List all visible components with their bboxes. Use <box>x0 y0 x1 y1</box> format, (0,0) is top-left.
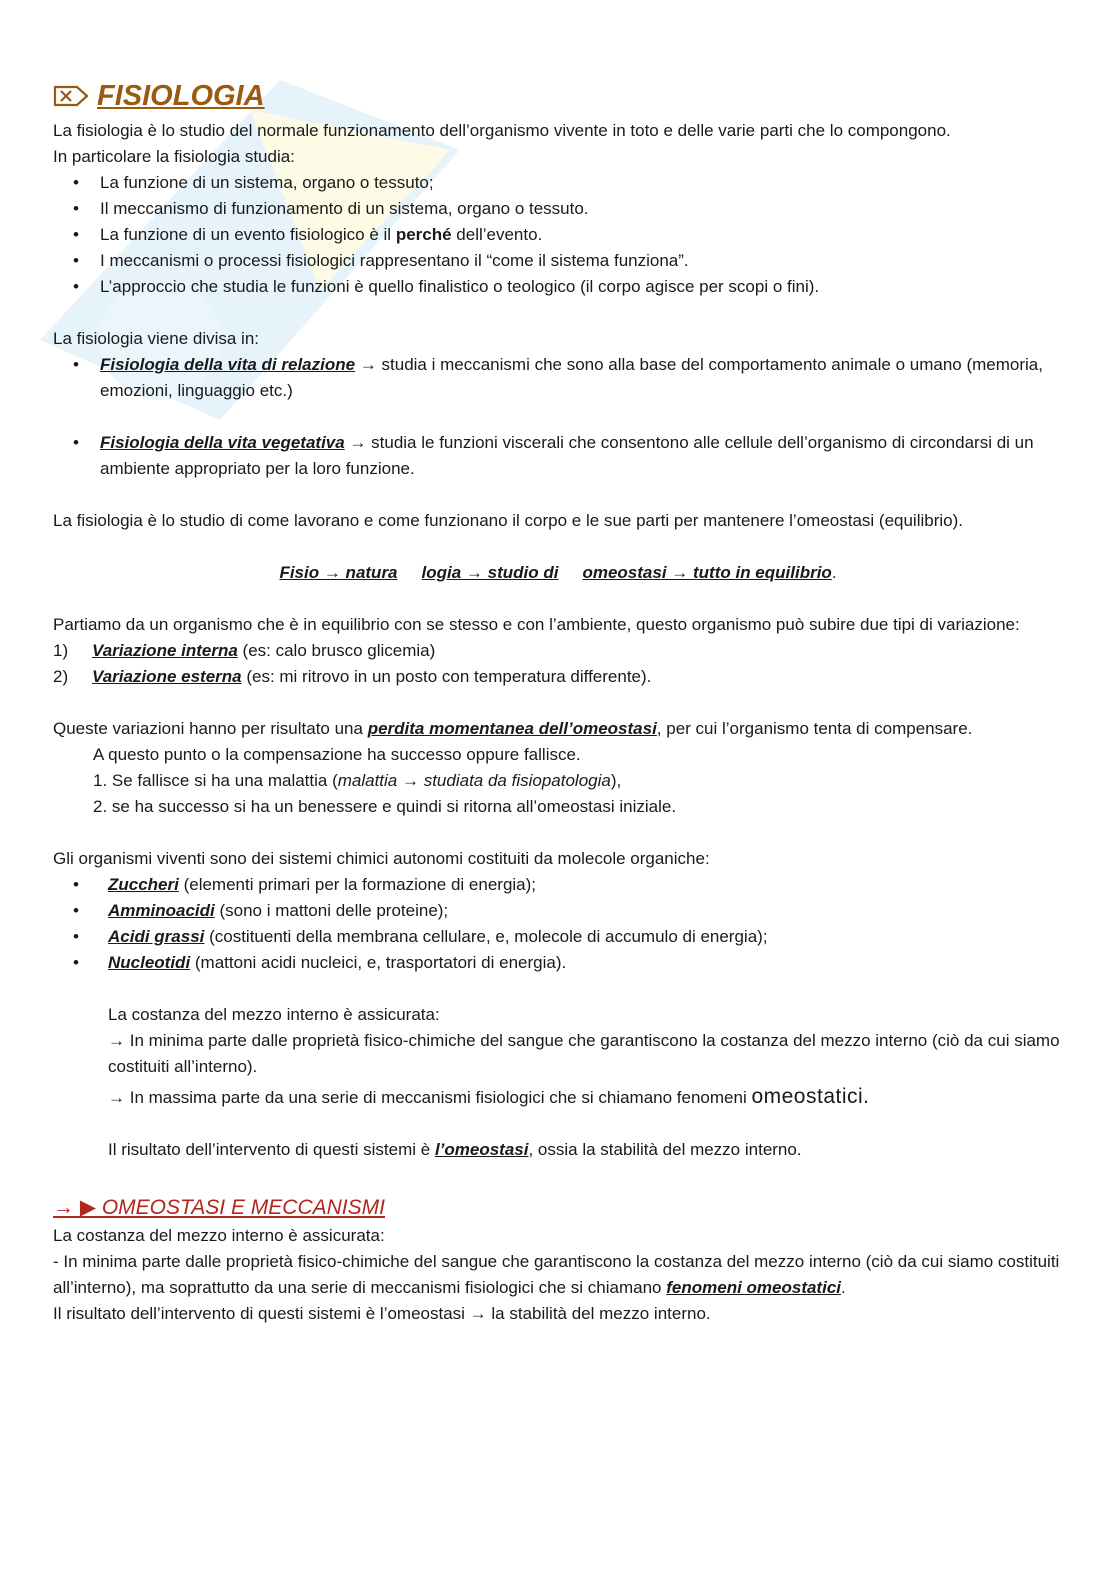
division-lead: La fisiologia viene divisa in: <box>53 329 260 348</box>
section-lead: La costanza del mezzo interno è assicurata: <box>53 1226 385 1245</box>
constancy-result: Il risultato dell’intervento di questi sistemi è l’omeostasi, ossia la stabilità del mezzo interno. <box>108 1140 802 1159</box>
intro-paragraph: La fisiologia è lo studio del normale funzionamento dell’organismo vivente in toto e delle varie parti che lo compongono. <box>53 121 951 140</box>
compensation-success: 2. se ha successo si ha un benessere e quindi si ritorna all’omeostasi iniziale. <box>93 797 677 816</box>
pointer-box-icon <box>53 84 89 108</box>
compensation-fail: 1. Se fallisce si ha una malattia (malattia → studiata da fisiopatologia), <box>93 771 622 790</box>
section-title: → ▶ OMEOSTASI E MECCANISMI <box>53 1196 385 1219</box>
intro-lead: In particolare la fisiologia studia: <box>53 147 295 166</box>
constancy-lead: La costanza del mezzo interno è assicurata: <box>108 1005 440 1024</box>
term: Fisiologia della vita di relazione <box>100 355 356 374</box>
term: Fisiologia della vita vegetativa <box>100 433 345 452</box>
division-list <box>53 352 1063 482</box>
list-item: • L’approccio che studia le funzioni è quello finalistico o teologico (il corpo agisce per scopi o fini). <box>53 274 1063 300</box>
spacer <box>53 404 1063 430</box>
molecules-list <box>53 872 1063 976</box>
document-page <box>53 78 1063 1327</box>
section-last: Il risultato dell’intervento di questi sistemi è l’omeostasi → la stabilità del mezzo interno. <box>53 1304 711 1323</box>
list-item: • La funzione di un evento fisiologico è il perché dell’evento. <box>53 222 1063 248</box>
homeostasis-definition: La fisiologia è lo studio di come lavorano e come funzionano il corpo e le sue parti per mantenere l’omeostasi (equilibrio). <box>53 511 963 530</box>
list-item: • Nucleotidi (mattoni acidi nucleici, e, trasportatori di energia). <box>53 950 1063 976</box>
list-item: • Il meccanismo di funzionamento di un sistema, organo o tessuto. <box>53 196 1063 222</box>
list-item: 2) Variazione esterna (es: mi ritrovo in un posto con temperatura differente). <box>53 667 652 686</box>
list-item: • Amminoacidi (sono i mattoni delle proteine); <box>53 898 1063 924</box>
list-item: • Acidi grassi (costituenti della membrana cellulare, e, molecole di accumulo di energia); <box>53 924 1063 950</box>
compensation-line: A questo punto o la compensazione ha successo oppure fallisce. <box>93 745 581 764</box>
list-item: • I meccanismi o processi fisiologici rappresentano il “come il sistema funziona”. <box>53 248 1063 274</box>
list-item: 1) Variazione interna (es: calo brusco glicemia) <box>53 641 436 660</box>
variations-lead: Partiamo da un organismo che è in equilibrio con se stesso e con l’ambiente, questo organismo può subire due tipi di variazione: <box>53 615 1020 634</box>
organisms-lead: Gli organismi viventi sono dei sistemi chimici autonomi costituiti da molecole organiche: <box>53 849 710 868</box>
list-item: • Fisiologia della vita di relazione → studia i meccanismi che sono alla base del comportamento animale o umano (memoria, emozioni, linguaggio etc.) <box>53 352 1063 404</box>
list-item: • Fisiologia della vita vegetativa → studia le funzioni viscerali che consentono alle cellule dell’organismo di circondarsi di un ambiente appropriato per la loro funzione. <box>53 430 1063 482</box>
list-item: • Zuccheri (elementi primari per la formazione di energia); <box>53 872 1063 898</box>
section-paragraph: - In minima parte dalle proprietà fisico-chimiche del sangue che garantiscono la costanza del mezzo interno (ciò da cui siamo costituiti all’interno), ma soprattutto da una serie di meccanismi fisiologici che si chiamano fenomeni omeostatici. <box>53 1252 1060 1297</box>
constancy-point-1: → In minima parte dalle proprietà fisico-chimiche del sangue che garantiscono la costanza del mezzo interno (ciò da cui siamo costituiti all’interno). <box>108 1031 1060 1076</box>
etymology-formula: Fisio → natura logia → studio di omeostasi → tutto in equilibrio. <box>279 563 837 582</box>
constancy-point-2: → In massima parte da una serie di meccanismi fisiologici che si chiamano fenomeni omeostatici. <box>108 1085 870 1108</box>
loss-paragraph: Queste variazioni hanno per risultato una perdita momentanea dell’omeostasi, per cui l’organismo tenta di compensare. <box>53 719 973 738</box>
study-list <box>53 170 1063 300</box>
page-title <box>53 78 1063 114</box>
page-title-text: FISIOLOGIA <box>97 80 265 112</box>
list-item: • La funzione di un sistema, organo o tessuto; <box>53 170 1063 196</box>
